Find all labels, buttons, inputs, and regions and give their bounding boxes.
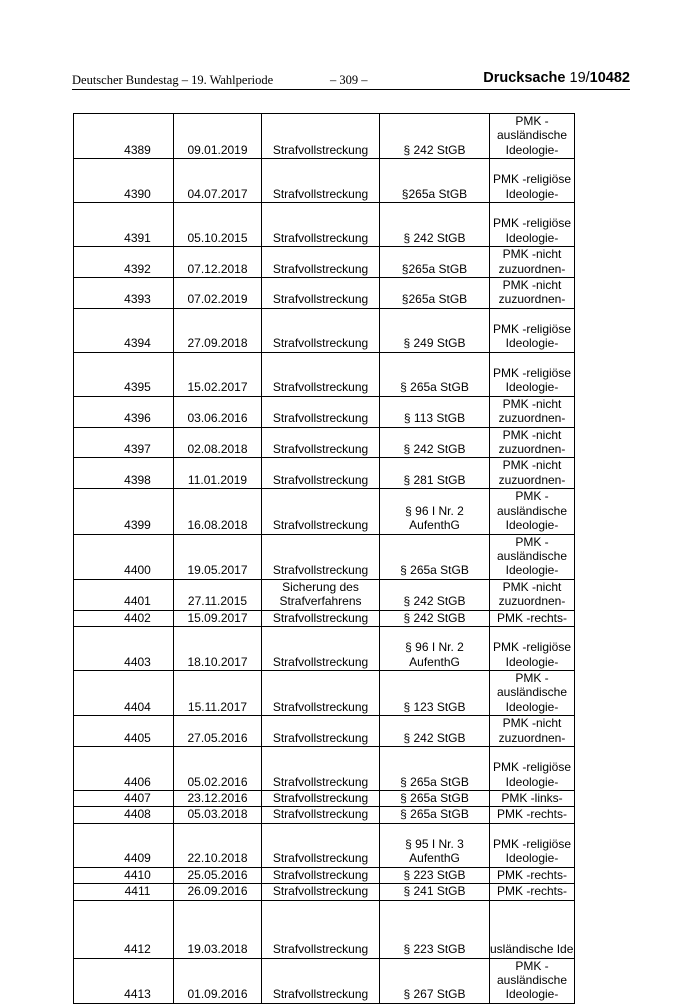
cell-date: 18.10.2017: [174, 626, 262, 670]
cell-date: 23.12.2016: [174, 790, 262, 806]
cell-pmk-category-line: PMK -nicht: [502, 427, 562, 442]
cell-measure-type-line: Strafvollstreckung: [272, 774, 369, 789]
cell-pmk-category-line: PMK -nicht: [502, 458, 562, 473]
cell-offense-line: §265a StGB: [401, 292, 468, 307]
cell-measure-type-line: Strafvollstreckung: [272, 942, 369, 957]
table-row: [74, 746, 575, 790]
cell-date: 09.01.2019: [174, 114, 262, 159]
cell-date: 15.09.2017: [174, 610, 262, 626]
cell-measure-type-line: Strafvollstreckung: [272, 472, 369, 487]
cell-pmk-category-line: ausländische: [496, 503, 568, 518]
cell-offense-line: AufenthG: [409, 851, 460, 866]
cell-number: 4403: [74, 626, 174, 670]
cell-pmk-category-line: PMK -nicht: [502, 579, 562, 594]
cell-pmk-category-line: ausländische: [496, 128, 568, 143]
cell-date: 04.07.2017: [174, 159, 262, 203]
cell-measure-type-line: Strafvollstreckung: [272, 807, 369, 822]
cell-pmk-category-line: PMK -religiöse: [492, 322, 572, 337]
table-row: [74, 823, 575, 867]
cell-date: 05.03.2018: [174, 807, 262, 823]
cell-measure-type-line: Strafvollstreckung: [272, 654, 369, 669]
cell-pmk-category-line: PMK -nicht: [502, 278, 562, 293]
cell-offense-line: AufenthG: [409, 518, 460, 533]
cell-number: 4396: [74, 396, 174, 427]
table-row: [74, 579, 575, 610]
cell-offense: [380, 396, 490, 427]
cell-offense-line: § 242 StGB: [403, 594, 466, 609]
cell-pmk-category: [490, 958, 575, 1003]
cell-date: 25.05.2016: [174, 867, 262, 883]
cell-number: 4393: [74, 278, 174, 309]
cell-offense: [380, 427, 490, 458]
cell-date: 03.06.2016: [174, 396, 262, 427]
cell-pmk-category-line: zuzuordnen-: [498, 292, 566, 307]
cell-pmk-category-line: zuzuordnen-: [498, 261, 566, 276]
cell-number: 4412: [74, 900, 174, 958]
cell-offense: [380, 579, 490, 610]
cell-pmk-category: [490, 203, 575, 247]
cell-offense-line: § 96 I Nr. 2: [405, 640, 464, 655]
cell-offense: [380, 823, 490, 867]
table-row: [74, 278, 575, 309]
cell-pmk-category-line: Ideologie-: [505, 563, 559, 578]
cell-pmk-category-line: ausländische: [496, 548, 568, 563]
cell-offense-line: § 242 StGB: [403, 442, 466, 457]
page-number: – 309 –: [330, 73, 368, 87]
cell-measure-type: [262, 278, 380, 309]
cell-offense-line: § 265a StGB: [400, 563, 469, 578]
cell-measure-type: [262, 823, 380, 867]
cell-pmk-category-line: PMK -religiöse: [492, 366, 572, 381]
cell-pmk-category-line: PMK -: [515, 670, 549, 685]
cell-pmk-category-line: Ideologie-: [505, 654, 559, 669]
parliament-title: Deutscher Bundestag – 19. Wahlperiode: [72, 73, 274, 87]
table-row: [74, 958, 575, 1003]
cell-pmk-category-line: Ideologie-: [505, 851, 559, 866]
cell-offense: [380, 352, 490, 396]
data-table: [73, 113, 575, 1004]
cell-pmk-category-line: Ideologie-: [505, 186, 559, 201]
cell-date: 19.03.2018: [174, 900, 262, 958]
cell-number: 4391: [74, 203, 174, 247]
cell-pmk-category: [490, 489, 575, 534]
cell-offense-line: § 242 StGB: [403, 610, 466, 625]
cell-pmk-category-line: Ideologie-: [505, 230, 559, 245]
cell-pmk-category: [490, 534, 575, 579]
table-row: [74, 716, 575, 747]
cell-number: 4413: [74, 958, 174, 1003]
cell-date: 27.11.2015: [174, 579, 262, 610]
cell-measure-type: [262, 626, 380, 670]
cell-offense-line: § 223 StGB: [403, 867, 466, 882]
cell-pmk-category-line: PMK -religiöse: [492, 216, 572, 231]
cell-pmk-category-line: Ideologie-: [505, 142, 559, 157]
cell-pmk-category-line: PMK -: [515, 114, 549, 128]
cell-pmk-category: [490, 579, 575, 610]
cell-offense-line: § 265a StGB: [400, 380, 469, 395]
cell-pmk-category: [490, 626, 575, 670]
cell-offense: [380, 458, 490, 489]
cell-date: 26.09.2016: [174, 884, 262, 900]
cell-pmk-category-line: Ideologie-: [505, 987, 559, 1002]
cell-measure-type-line: Strafvollstreckung: [272, 563, 369, 578]
cell-measure-type: [262, 867, 380, 883]
cell-measure-type-line: Strafvollstreckung: [272, 518, 369, 533]
cell-pmk-category-line: ausländische: [496, 685, 568, 700]
cell-measure-type: [262, 489, 380, 534]
cell-measure-type: [262, 458, 380, 489]
cell-offense-line: § 96 I Nr. 2: [405, 503, 464, 518]
cell-offense-line: §265a StGB: [401, 261, 468, 276]
cell-pmk-category-line: zuzuordnen-: [498, 594, 566, 609]
cell-date: 27.05.2016: [174, 716, 262, 747]
cell-date: 22.10.2018: [174, 823, 262, 867]
cell-date: 07.12.2018: [174, 247, 262, 278]
cell-pmk-category-line: PMK -links-: [501, 790, 563, 805]
cell-measure-type-line: Strafvollstreckung: [272, 292, 369, 307]
cell-offense-line: AufenthG: [409, 654, 460, 669]
table-row: [74, 626, 575, 670]
cell-measure-type: [262, 203, 380, 247]
cell-pmk-category-line: zuzuordnen-: [498, 442, 566, 457]
cell-date: 27.09.2018: [174, 308, 262, 352]
cell-number: 4389: [74, 114, 174, 159]
cell-pmk-category: [490, 427, 575, 458]
table-row: [74, 534, 575, 579]
cell-number: 4410: [74, 867, 174, 883]
document-number: [483, 70, 630, 86]
cell-pmk-category-line: PMK -rechts-: [496, 807, 567, 822]
cell-pmk-category: [490, 716, 575, 747]
cell-offense: [380, 716, 490, 747]
cell-offense-line: § 281 StGB: [403, 472, 466, 487]
cell-offense: [380, 534, 490, 579]
doc-label: Drucksache: [483, 70, 566, 86]
cell-offense: [380, 884, 490, 900]
cell-pmk-category-line: PMK -nicht: [502, 247, 562, 262]
cell-measure-type: [262, 579, 380, 610]
cell-pmk-category-line: PMK -: [515, 489, 549, 504]
cell-measure-type: [262, 610, 380, 626]
cell-date: 05.10.2015: [174, 203, 262, 247]
cell-offense-line: § 113 StGB: [403, 411, 466, 426]
cell-date: 16.08.2018: [174, 489, 262, 534]
table-row: [74, 790, 575, 806]
cell-number: 4390: [74, 159, 174, 203]
table-row: [74, 458, 575, 489]
cell-pmk-category: [490, 610, 575, 626]
page-header: [72, 70, 630, 90]
cell-pmk-category-line: PMK -: [515, 534, 549, 549]
cell-offense-line: § 242 StGB: [403, 142, 466, 157]
cell-measure-type: [262, 247, 380, 278]
cell-date: 15.11.2017: [174, 670, 262, 715]
cell-measure-type: [262, 746, 380, 790]
cell-offense-line: § 241 StGB: [403, 884, 466, 899]
cell-offense-line: § 123 StGB: [403, 699, 466, 714]
table-row: [74, 427, 575, 458]
cell-offense: [380, 278, 490, 309]
cell-measure-type: [262, 308, 380, 352]
cell-pmk-category-line: PMK -religiöse: [492, 172, 572, 187]
cell-pmk-category-line: zuzuordnen-: [498, 730, 566, 745]
cell-number: 4409: [74, 823, 174, 867]
cell-pmk-category: [490, 458, 575, 489]
cell-offense-line: § 95 I Nr. 3: [405, 836, 464, 851]
cell-measure-type-line: Strafvollstreckung: [272, 142, 369, 157]
table-row: [74, 352, 575, 396]
cell-offense: [380, 610, 490, 626]
cell-offense-line: § 242 StGB: [403, 230, 466, 245]
cell-pmk-category-line: PMK -nicht: [502, 396, 562, 411]
cell-offense: [380, 867, 490, 883]
cell-pmk-category: [490, 159, 575, 203]
cell-measure-type: [262, 790, 380, 806]
cell-offense: [380, 670, 490, 715]
doc-number: 10482: [589, 70, 630, 86]
cell-pmk-category-line: PMK -nicht: [502, 716, 562, 731]
cell-offense-line: § 265a StGB: [400, 790, 469, 805]
cell-offense: [380, 746, 490, 790]
cell-number: 4398: [74, 458, 174, 489]
cell-measure-type-line: Strafvollstreckung: [272, 186, 369, 201]
cell-pmk-category: [490, 396, 575, 427]
cell-pmk-category-line: PMK -religiöse: [492, 760, 572, 775]
cell-pmk-category: [490, 807, 575, 823]
cell-pmk-category-line: ausländische: [496, 973, 568, 987]
cell-offense: [380, 790, 490, 806]
cell-number: 4408: [74, 807, 174, 823]
cell-measure-type: [262, 716, 380, 747]
cell-pmk-category-line: Ideologie-: [505, 774, 559, 789]
cell-measure-type-line: Strafvollstreckung: [272, 380, 369, 395]
cell-pmk-category-line: Ideologie-: [505, 380, 559, 395]
cell-pmk-category: [490, 278, 575, 309]
cell-offense: [380, 308, 490, 352]
cell-measure-type-line: Strafvollstreckung: [272, 884, 369, 899]
cell-offense: [380, 203, 490, 247]
cell-pmk-category-line: Ideologie-: [505, 336, 559, 351]
cell-pmk-category-line: Ideologie-: [505, 518, 559, 533]
table-row: [74, 807, 575, 823]
table-row: [74, 114, 575, 159]
cell-date: 15.02.2017: [174, 352, 262, 396]
cell-offense: [380, 247, 490, 278]
cell-offense-line: § 265a StGB: [400, 807, 469, 822]
table-row: [74, 308, 575, 352]
cell-date: 01.09.2016: [174, 958, 262, 1003]
cell-offense: [380, 489, 490, 534]
cell-pmk-category-line: Ideologie-: [505, 699, 559, 714]
cell-number: 4411: [74, 884, 174, 900]
cell-offense-line: § 265a StGB: [400, 774, 469, 789]
cell-number: 4406: [74, 746, 174, 790]
cell-measure-type: [262, 900, 380, 958]
cell-offense-line: § 267 StGB: [403, 987, 466, 1002]
table-row: [74, 610, 575, 626]
cell-pmk-category: [490, 352, 575, 396]
cell-pmk-category: [490, 746, 575, 790]
cell-offense: [380, 807, 490, 823]
cell-measure-type-line: Strafvollstreckung: [272, 699, 369, 714]
cell-pmk-category: [490, 823, 575, 867]
cell-pmk-category: [490, 247, 575, 278]
header-rule: [72, 89, 630, 90]
table-row: [74, 396, 575, 427]
table-row: [74, 159, 575, 203]
cell-date: 05.02.2016: [174, 746, 262, 790]
cell-pmk-category-line: PMK -rechts-: [496, 610, 567, 625]
cell-pmk-category: [490, 670, 575, 715]
cell-offense: [380, 900, 490, 958]
table-row: [74, 247, 575, 278]
cell-number: 4402: [74, 610, 174, 626]
cell-date: 07.02.2019: [174, 278, 262, 309]
cell-pmk-category-line: PMK -: [515, 958, 549, 973]
cell-pmk-category-line: PMK -rechts-: [496, 867, 567, 882]
cell-number: 4407: [74, 790, 174, 806]
cell-offense-line: §265a StGB: [401, 186, 468, 201]
cell-offense-line: § 242 StGB: [403, 730, 466, 745]
cell-pmk-category-line: PMK -religiöse: [492, 640, 572, 655]
cell-measure-type: [262, 352, 380, 396]
cell-measure-type: [262, 159, 380, 203]
cell-offense: [380, 958, 490, 1003]
cell-measure-type: [262, 958, 380, 1003]
cell-offense-line: § 223 StGB: [403, 942, 466, 957]
cell-number: 4404: [74, 670, 174, 715]
cell-measure-type-line: Strafvollstreckung: [272, 790, 369, 805]
cell-measure-type-line: Strafvollstreckung: [272, 851, 369, 866]
table-row: [74, 900, 575, 958]
cell-measure-type: [262, 427, 380, 458]
cell-offense: [380, 159, 490, 203]
table-row: [74, 489, 575, 534]
cell-measure-type: [262, 807, 380, 823]
cell-number: 4397: [74, 427, 174, 458]
cell-pmk-category-line: zuzuordnen-: [498, 472, 566, 487]
table-row: [74, 884, 575, 900]
cell-date: 02.08.2018: [174, 427, 262, 458]
cell-measure-type-line: Strafvollstreckung: [272, 261, 369, 276]
cell-measure-type: [262, 670, 380, 715]
cell-measure-type-line: Strafvollstreckung: [272, 411, 369, 426]
doc-prefix: 19/: [569, 70, 590, 86]
cell-measure-type-line: Strafvollstreckung: [272, 987, 369, 1002]
cell-pmk-category: [490, 867, 575, 883]
cell-measure-type-line: Strafverfahrens: [279, 594, 362, 609]
cell-pmk-category: [490, 308, 575, 352]
table-body: [74, 114, 575, 1004]
cell-pmk-category: [490, 790, 575, 806]
cell-pmk-category: [490, 114, 575, 159]
cell-measure-type: [262, 534, 380, 579]
cell-measure-type-line: Strafvollstreckung: [272, 730, 369, 745]
table-row: [74, 867, 575, 883]
cell-pmk-category: [490, 900, 575, 958]
cell-offense-line: § 249 StGB: [403, 336, 466, 351]
cell-pmk-category-line: PMK -rechts-: [496, 884, 567, 899]
cell-date: 19.05.2017: [174, 534, 262, 579]
cell-measure-type-line: Strafvollstreckung: [272, 867, 369, 882]
table-row: [74, 670, 575, 715]
cell-measure-type-line: Sicherung des: [282, 579, 359, 594]
cell-measure-type: [262, 396, 380, 427]
cell-pmk-category-line: PMK -religiöse: [492, 836, 572, 851]
cell-measure-type-line: Strafvollstreckung: [272, 230, 369, 245]
cell-pmk-category-line: usländische Ide: [490, 942, 574, 957]
cell-number: 4399: [74, 489, 174, 534]
cell-pmk-category-line: zuzuordnen-: [498, 411, 566, 426]
cell-measure-type-line: Strafvollstreckung: [272, 336, 369, 351]
cell-number: 4401: [74, 579, 174, 610]
cell-number: 4395: [74, 352, 174, 396]
cell-number: 4392: [74, 247, 174, 278]
cell-measure-type: [262, 884, 380, 900]
cell-offense: [380, 626, 490, 670]
cell-number: 4405: [74, 716, 174, 747]
cell-pmk-category: [490, 884, 575, 900]
cell-date: 11.01.2019: [174, 458, 262, 489]
cell-measure-type-line: Strafvollstreckung: [272, 442, 369, 457]
cell-offense: [380, 114, 490, 159]
cell-measure-type: [262, 114, 380, 159]
cell-measure-type-line: Strafvollstreckung: [272, 610, 369, 625]
cell-number: 4400: [74, 534, 174, 579]
cell-number: 4394: [74, 308, 174, 352]
table-row: [74, 203, 575, 247]
